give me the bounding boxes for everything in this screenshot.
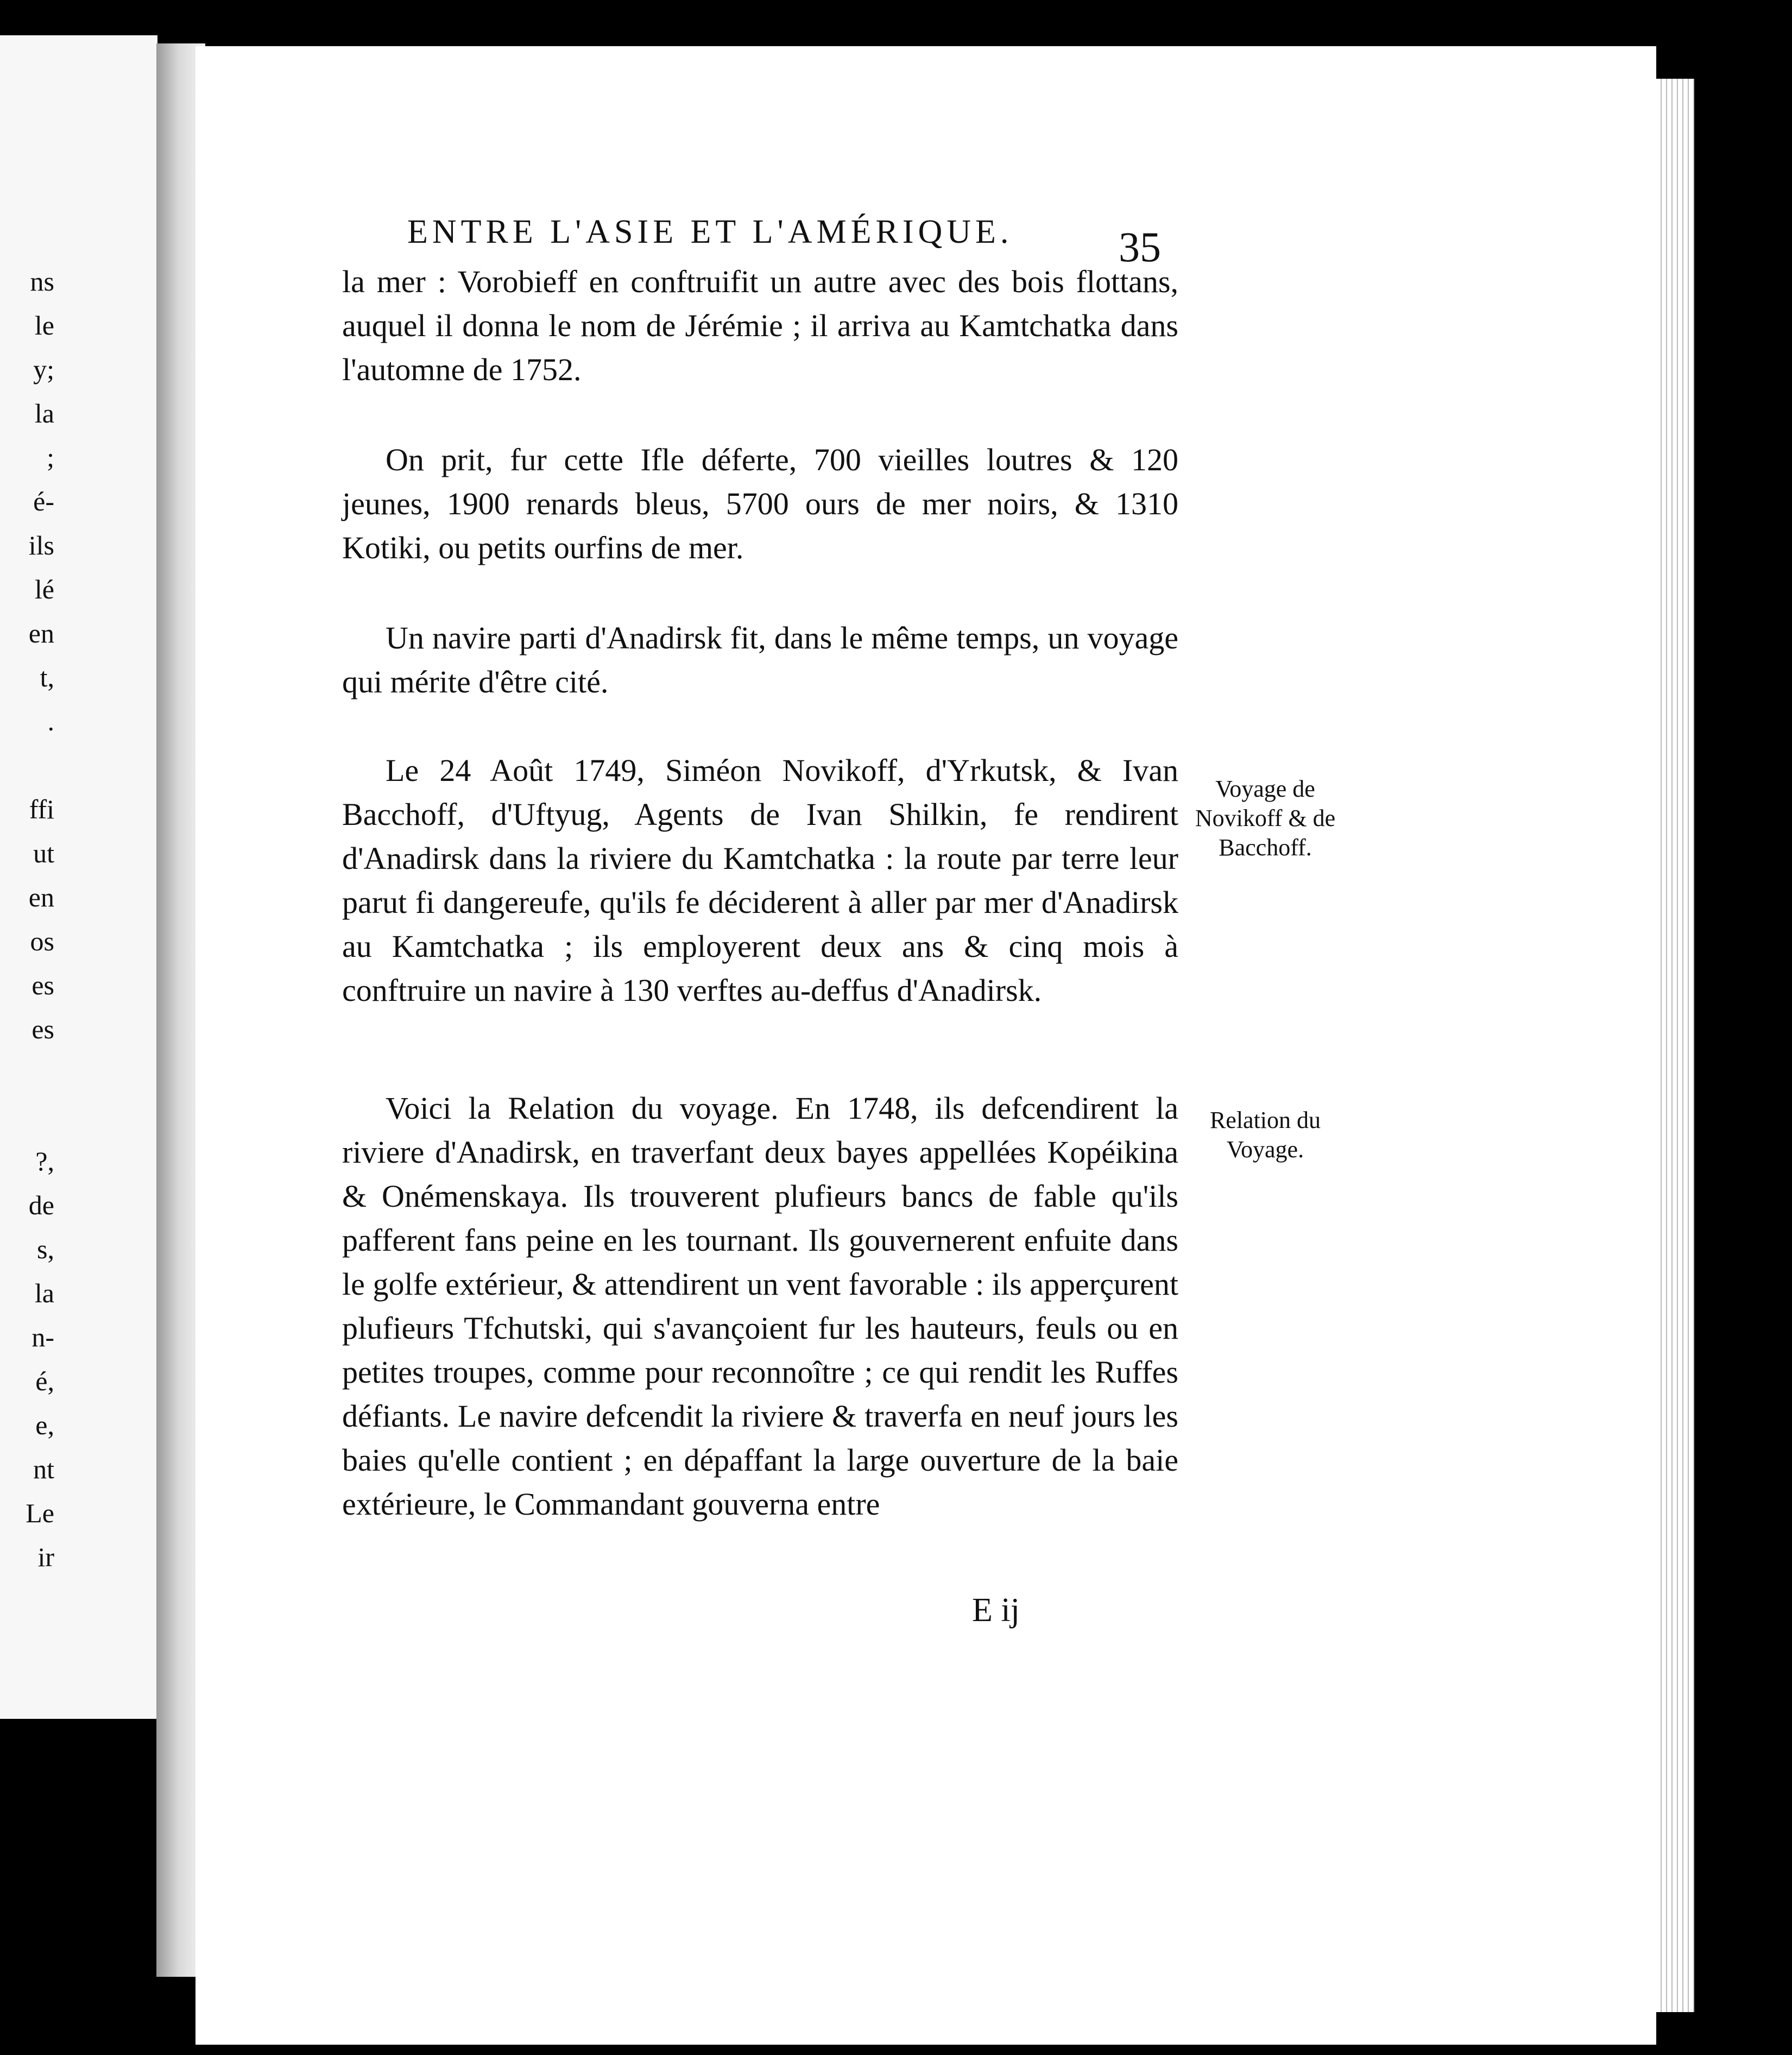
- margin-note-relation: Relation du Voyage.: [1209, 1107, 1321, 1163]
- left-page-fragment: t,: [40, 662, 54, 692]
- paragraph-5: Voici la Relation du voyage. En 1748, ils defcendirent la riviere d'Anadirsk, en traverfant deux bayes appellées Kopéikina & Onémenskaya. Ils trouverent plufieurs bancs de fable qu'ils pafferent fans peine en les tournant. Ils gouvernerent enfuite dans le golfe extérieur, & attendirent un vent favorable : ils apperçurent plufieurs Tfchutski, qui s'avançoient fur les hauteurs, feuls ou en petites troupes, comme pour reconnoître ; ce qui rendit les Ruffes défiants. Le navire defcendit la riviere & traverfa en neuf jours les baies qu'elle contient ; en dépaffant la large ouverture de la baie extérieure, le Commandant gouverna entre: [342, 1090, 1178, 1522]
- left-page-fragment: ;: [47, 442, 54, 472]
- page-number: 35: [1119, 223, 1161, 270]
- left-page-fragment: Le: [26, 1498, 54, 1528]
- running-title: ENTRE L'ASIE ET L'AMÉRIQUE.: [407, 213, 1013, 250]
- left-page-fragment: é,: [35, 1366, 54, 1396]
- paragraph-2: On prit, fur cette Ifle déferte, 700 vieilles loutres & 120 jeunes, 1900 renards bleus, 5700 ours de mer noirs, & 1310 Kotiki, ou petits ourfins de mer.: [342, 442, 1178, 565]
- left-page-fragment: ut: [33, 838, 54, 868]
- paragraph-4: Le 24 Août 1749, Siméon Novikoff, d'Yrkutsk, & Ivan Bacchoff, d'Uftyug, Agents de Ivan Shilkin, fe rendirent d'Anadirsk dans la riviere du Kamtchatka : la route par terre leur parut fi dangereufe, qu'ils fe déciderent à aller par mer d'Anadirsk au Kamtchatka ; ils employerent deux ans & cinq mois à conftruire un navire à 130 verftes au-deffus d'Anadirsk.: [342, 753, 1178, 1008]
- left-page-fragment: nt: [33, 1454, 54, 1484]
- left-page-fragment: ir: [37, 1542, 54, 1572]
- left-page-fragment: [0, 1095, 54, 1139]
- left-page-fragment: ils: [28, 530, 54, 560]
- left-page-fragment: lé: [34, 574, 54, 604]
- left-page-fragment: en: [28, 618, 54, 648]
- left-page-fragment: é-: [33, 486, 54, 516]
- left-page-fragment: y;: [33, 354, 54, 384]
- left-page-fragments: [0, 260, 54, 1579]
- left-page-fragment: ns: [30, 266, 54, 297]
- paragraph-3: Un navire parti d'Anadirsk fit, dans le même temps, un voyage qui mérite d'être cité.: [342, 620, 1178, 699]
- left-page-fragment: ffi: [29, 794, 54, 824]
- left-page-fragment: es: [31, 1014, 54, 1044]
- left-page-fragment: la: [34, 398, 54, 428]
- left-page-fragment: es: [31, 970, 54, 1000]
- left-page-fragment: la: [34, 1278, 54, 1308]
- left-page-fragment: n-: [31, 1322, 54, 1352]
- left-page-fragment: .: [47, 706, 54, 736]
- page-edges: [1656, 79, 1694, 2012]
- left-page-fragment: e,: [35, 1410, 54, 1440]
- paragraph-1: la mer : Vorobieff en conftruifit un autre avec des bois flottans, auquel il donna le nom de Jérémie ; il arriva au Kamtchatka dans l'automne de 1752.: [342, 264, 1178, 387]
- left-page-fragment: s,: [37, 1234, 54, 1264]
- left-page-fragment: [0, 1051, 54, 1095]
- signature-mark: E ij: [972, 1592, 1020, 1629]
- left-page-fragment: en: [28, 882, 54, 912]
- left-page-fragment: ?,: [35, 1146, 54, 1176]
- left-page-fragment: os: [30, 926, 54, 956]
- left-page-fragment: le: [34, 310, 54, 341]
- margin-note-voyage: Voyage de Novikoff & de Bacchoff.: [1195, 776, 1336, 861]
- left-page-fragment: [0, 743, 54, 787]
- left-page-fragment: de: [28, 1190, 54, 1220]
